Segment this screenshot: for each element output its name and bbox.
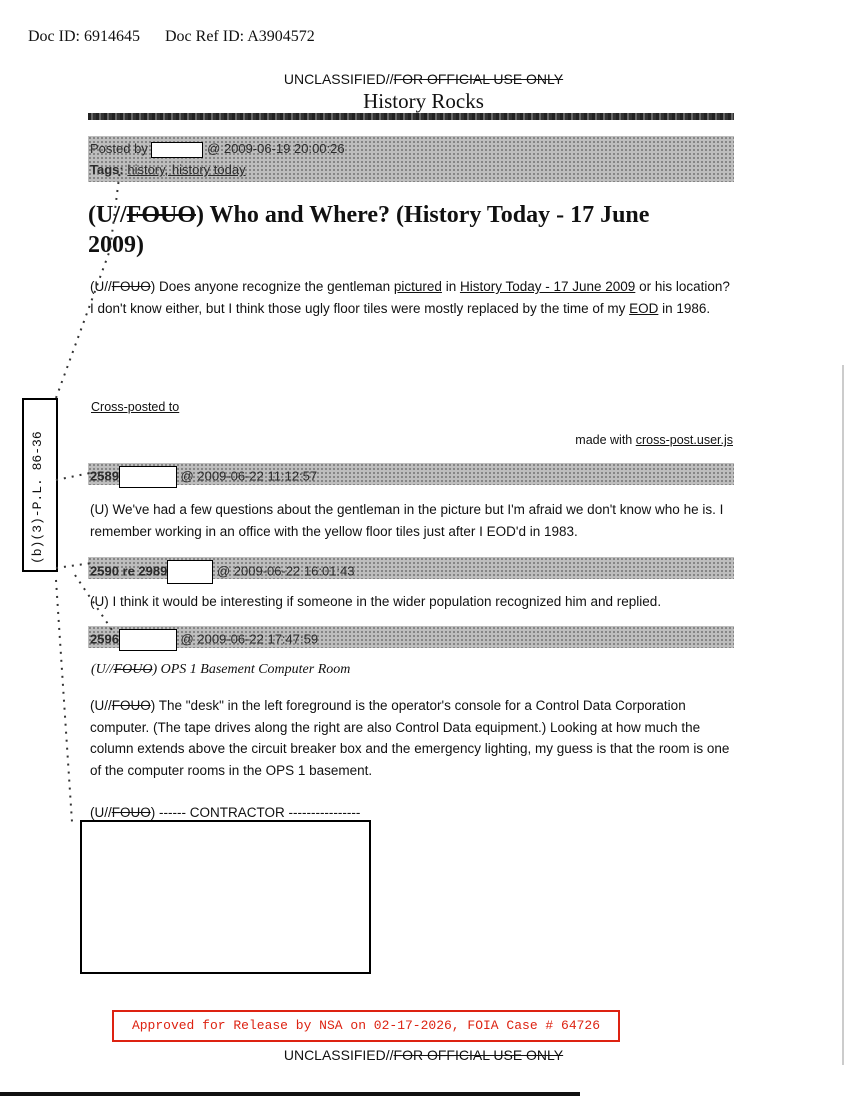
body-prefix: (U// [90,279,112,294]
comment-timestamp: @ 2009-06-22 11:12:57 [180,468,318,484]
body-text-4: in 1986. [658,300,711,316]
body-struck: FOUO [111,279,151,294]
blog-name: History Rocks [363,89,484,113]
comment-timestamp: @ 2009-06-22 16:01:43 [216,563,355,579]
history-today-link[interactable]: History Today - 17 June 2009 [459,279,636,294]
comment-timestamp: @ 2009-06-22 17:47:59 [180,631,319,647]
leader-line [56,170,120,398]
made-with-prefix: made with [575,433,636,447]
posted-by-label: Posted by [90,141,148,156]
scan-right-edge [842,365,844,1065]
title-struck: FOUO [126,202,196,228]
comment-text-rest: ) The "desk" in the left foreground is the operator's console for a Control Data Corporation computer. (The tape drives along the right are also Control Data equipment.) Looking at how much the column extends above the circuit breaker box and the emergency lighting, my guess is that the room is one of the computer rooms in the OPS 1 basement. [90,698,730,778]
leader-line [56,563,92,568]
comment-text: (U) I think it would be interesting if someone in the wider population recognized him and replied. [90,594,662,609]
comment-text-struck: FOUO [111,698,151,713]
title-prefix: (U// [88,202,127,228]
body-text-2: in [441,279,460,294]
tags-link[interactable]: history, history today [127,162,246,177]
cross-post-script-link[interactable]: cross-post.user.js [635,433,733,447]
body-text-1: ) Does anyone recognize the gentleman [150,279,394,294]
comment-title-struck: FOUO [113,662,153,677]
comment-id: 2596 [90,631,119,647]
leader-line [56,473,90,480]
scan-bottom-edge [0,1092,580,1096]
classification-footer [0,1047,847,1063]
release-stamp: Approved for Release by NSA on 02-17-2026, FOIA Case # 64726 [112,1010,620,1042]
signature-rest: ) ------ CONTRACTOR ---------------- [150,805,361,820]
doc-id: Doc ID: 6914645 [28,28,140,45]
classification-prefix: UNCLASSIFIED// [283,71,394,87]
doc-ref-id: Doc Ref ID: A3904572 [165,28,315,45]
leader-line [75,575,112,630]
comment-id: 2589 [90,468,119,484]
comment-title-rest: ) OPS 1 Basement Computer Room [152,662,351,677]
pictured-link[interactable]: pictured [393,279,442,294]
title-rest: ) Who and Where? (History Today - 17 June 2009) [88,202,650,258]
cross-posted-link[interactable]: Cross-posted to [91,400,180,414]
comment-title-prefix: (U// [91,662,114,677]
classification-struck: FOR OFFICIAL USE ONLY [393,71,564,87]
leader-line [56,580,72,822]
tags-label: Tags: [90,162,124,177]
body-text-3: or his location? I don't know either, but I think those ugly floor tiles were mostly replaced by the time of my [90,279,730,316]
exemption-label: (b)(3)-P.L. 86-36 [30,431,45,564]
footer-classification-struck: FOR OFFICIAL USE ONLY [393,1047,564,1063]
comment-id: 2590 re 2989 [90,563,168,579]
comment-text-prefix: (U// [90,698,112,713]
eod-link[interactable]: EOD [629,300,659,316]
footer-classification-prefix: UNCLASSIFIED// [283,1047,394,1063]
signature-struck: FOUO [111,805,151,820]
posted-at: @ 2009-06-19 20:00:26 [207,141,345,156]
signature-prefix: (U// [90,805,112,820]
comment-text: (U) We've had a few questions about the gentleman in the picture but I'm afraid we don't know who he is. I remember working in an office with the yellow floor tiles just after I EOD'd in 1983. [90,502,724,539]
